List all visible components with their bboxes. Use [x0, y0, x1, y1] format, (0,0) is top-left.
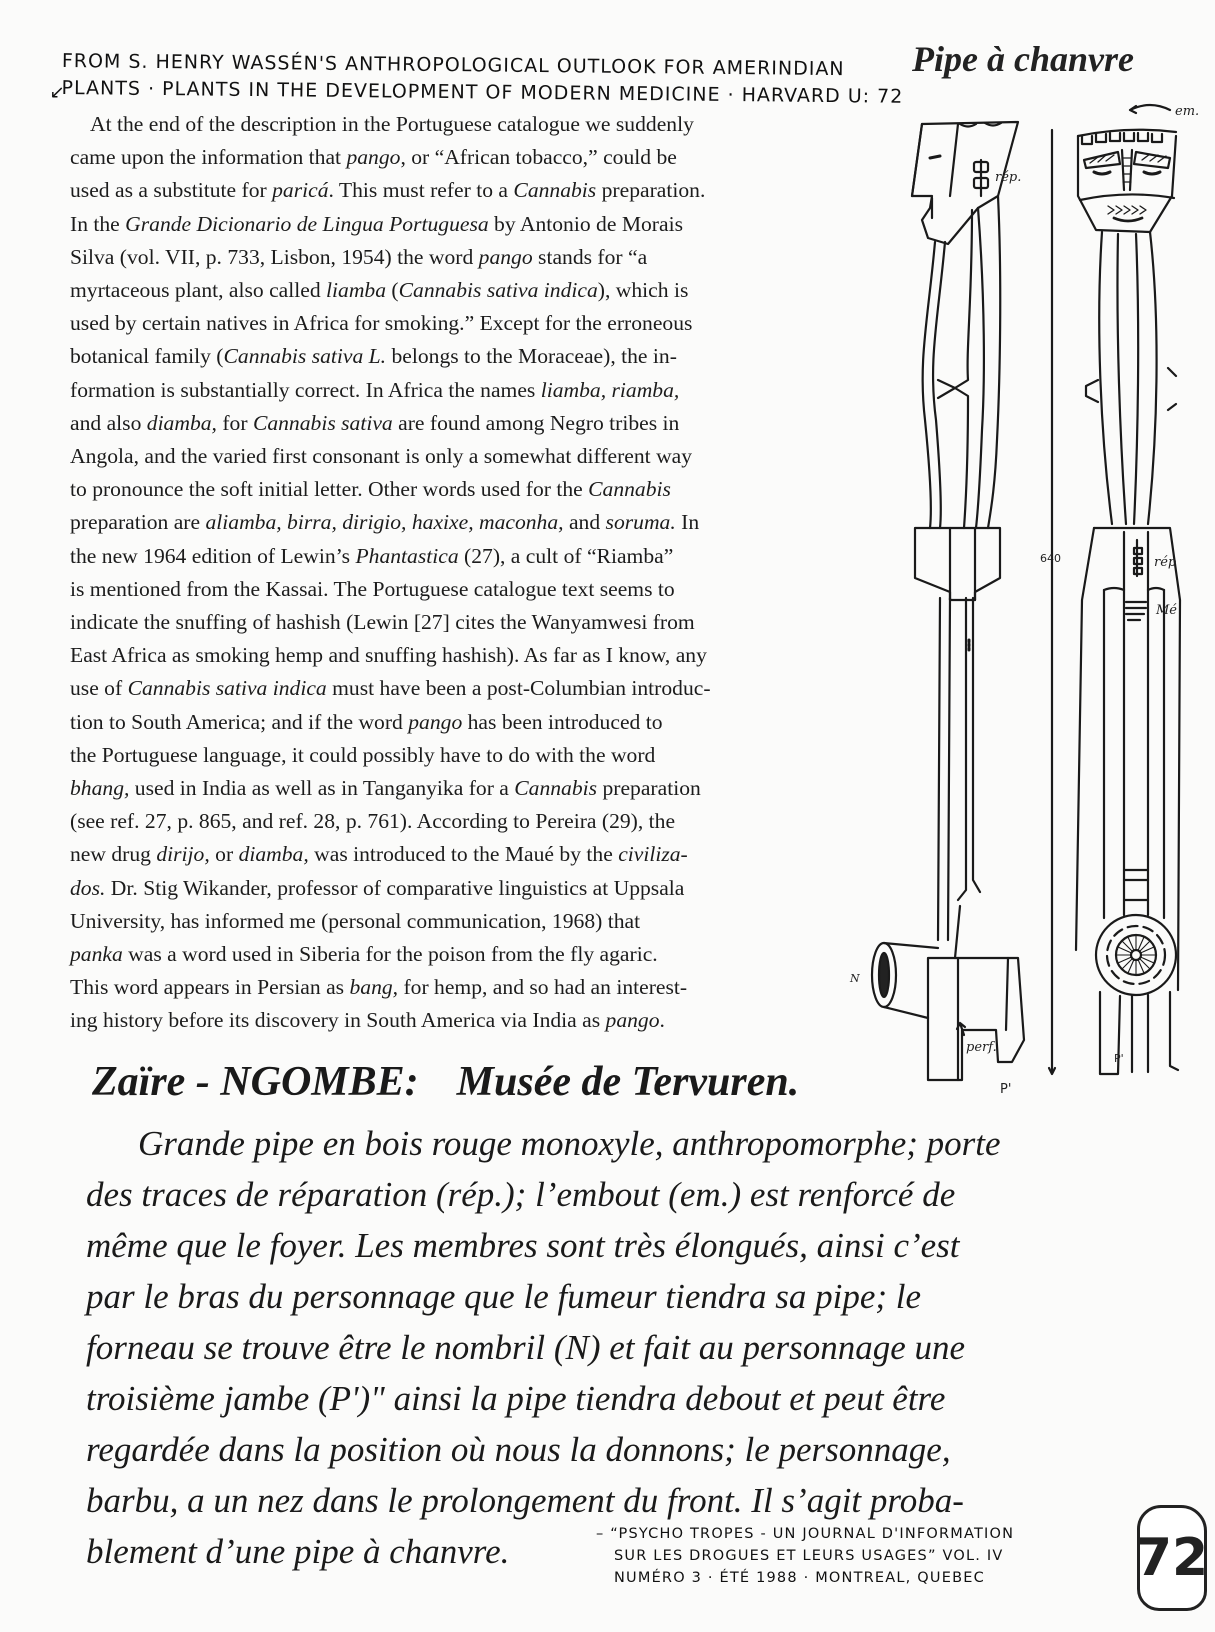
text-line: formation is substantially correct. In Africa the names liamba, riamba, — [70, 377, 680, 402]
label-rep-front: rép — [1154, 555, 1177, 570]
note-line: NUMÉRO 3 · ÉTÉ 1988 · MONTREAL, QUEBEC — [614, 1570, 985, 1586]
text-line: to pronounce the soft initial letter. Other words used for the Cannabis — [70, 477, 671, 502]
text-line: the Portuguese language, it could possibly have to do with the word — [70, 742, 656, 767]
text-line: botanical family (Cannabis sativa L. belongs to the Moraceae), the in- — [70, 344, 677, 369]
pipe-side-view — [872, 122, 1024, 1080]
label-leg-front: P' — [1114, 1052, 1124, 1065]
section-heading — [92, 1058, 799, 1106]
text-line: East Africa as smoking hemp and snuffing hashish). As far as I know, any — [70, 643, 707, 668]
text-line: University, has informed me (personal communication, 1968) that — [70, 908, 641, 933]
label-rep-side: rép. — [995, 170, 1022, 185]
text-line: myrtaceous plant, also called liamba (Cannabis sativa indica), which is — [70, 278, 689, 303]
text-line: forneau se trouve être le nombril (N) et fait au personnage une — [86, 1328, 966, 1367]
text-line: troisième jambe (P')" ainsi la pipe tiendra debout et peut être — [86, 1379, 946, 1418]
label-em: em. — [1175, 104, 1200, 119]
text-line: (see ref. 27, p. 865, and ref. 28, p. 761). According to Pereira (29), the — [70, 809, 676, 834]
body-paragraph — [70, 108, 860, 1038]
label-me: Mé — [1156, 603, 1178, 618]
pipe-front-view — [1076, 105, 1180, 1074]
label-navel: N — [850, 972, 860, 985]
text-line: par le bras du personnage que le fumeur tiendra sa pipe; le — [86, 1277, 922, 1316]
text-line: use of Cannabis sativa indica must have been a post-Columbian introduc- — [70, 676, 711, 701]
handwritten-source-note — [49, 50, 904, 115]
museum-title: Musée de Tervuren. — [456, 1059, 800, 1105]
text-line: même que le foyer. Les membres sont très élongués, ainsi c’est — [86, 1226, 960, 1265]
text-line: panka was a word used in Siberia for the poison from the fly agaric. — [70, 942, 658, 967]
text-line: used by certain natives in Africa for smoking.” Except for the erroneous — [70, 311, 693, 336]
text-line: At the end of the description in the Portuguese catalogue we suddenly — [90, 112, 694, 136]
text-line: used as a substitute for paricá. This must refer to a Cannabis preparation. — [70, 178, 706, 203]
text-line: ing history before its discovery in South America via India as pango. — [70, 1008, 665, 1033]
text-line: des traces de réparation (rép.); l’embout (em.) est renforcé de — [86, 1175, 956, 1214]
hand-arrow-icon: ↙ — [49, 81, 66, 104]
note-line: FROM S. HENRY WASSÉN'S ANTHROPOLOGICAL OUTLOOK FOR AMERINDIAN — [61, 50, 845, 81]
text-line: the new 1964 edition of Lewin’s Phantastica (27), a cult of “Riamba” — [70, 543, 674, 568]
text-line: new drug dirijo, or diamba, was introduced to the Maué by the civiliza- — [70, 842, 688, 867]
text-line: came upon the information that pango, or “African tobacco,” could be — [70, 145, 677, 170]
french-description — [86, 1118, 1186, 1577]
text-line: Silva (vol. VII, p. 733, Lisbon, 1954) the word pango stands for “a — [70, 244, 648, 269]
label-perf: perf. — [966, 1040, 997, 1055]
text-line: bhang, used in India as well as in Tanganyika for a Cannabis preparation — [70, 776, 701, 801]
text-line: Angola, and the varied first consonant is only a somewhat different way — [70, 444, 693, 469]
text-line: In the Grande Dicionario de Lingua Portuguesa by Antonio de Morais — [70, 211, 683, 236]
text-line: is mentioned from the Kassai. The Portuguese catalogue text seems to — [70, 576, 675, 601]
note-line: – “PSYCHO TROPES - UN JOURNAL D'INFORMATION — [596, 1526, 1015, 1542]
label-dimension: 640 — [1040, 552, 1061, 565]
note-line: PLANTS · PLANTS IN THE DEVELOPMENT OF MODERN MEDICINE · HARVARD U: 72 — [61, 76, 904, 108]
note-line: SUR LES DROGUES ET LEURS USAGES” VOL. IV — [614, 1548, 1004, 1564]
region-title: Zaïre - NGOMBE: — [92, 1059, 419, 1105]
text-line: regardée dans la position où nous la donnons; le personnage, — [86, 1430, 951, 1469]
text-line: dos. Dr. Stig Wikander, professor of comparative linguistics at Uppsala — [70, 875, 685, 900]
text-line: blement d’une pipe à chanvre. — [86, 1532, 510, 1571]
text-line: barbu, a un nez dans le prolongement du front. Il s’agit proba- — [86, 1481, 964, 1520]
text-line: tion to South America; and if the word pango has been introduced to — [70, 709, 663, 734]
text-line: Grande pipe en bois rouge monoxyle, anthropomorphe; porte — [138, 1124, 1001, 1163]
figure-title: Pipe à chanvre — [912, 39, 1134, 79]
text-line: preparation are aliamba, birra, dirigio, haxixe, maconha, and soruma. In — [70, 510, 700, 535]
label-leg-side: P' — [1000, 1082, 1012, 1097]
page-number: 72 — [1137, 1505, 1207, 1611]
text-line: This word appears in Persian as bang, for hemp, and so had an interest- — [70, 975, 688, 1000]
handwritten-citation-note — [596, 1523, 1014, 1589]
text-line: and also diamba, for Cannabis sativa are found among Negro tribes in — [70, 410, 680, 435]
text-line: indicate the snuffing of hashish (Lewin [27] cites the Wanyamwesi from — [70, 610, 695, 635]
